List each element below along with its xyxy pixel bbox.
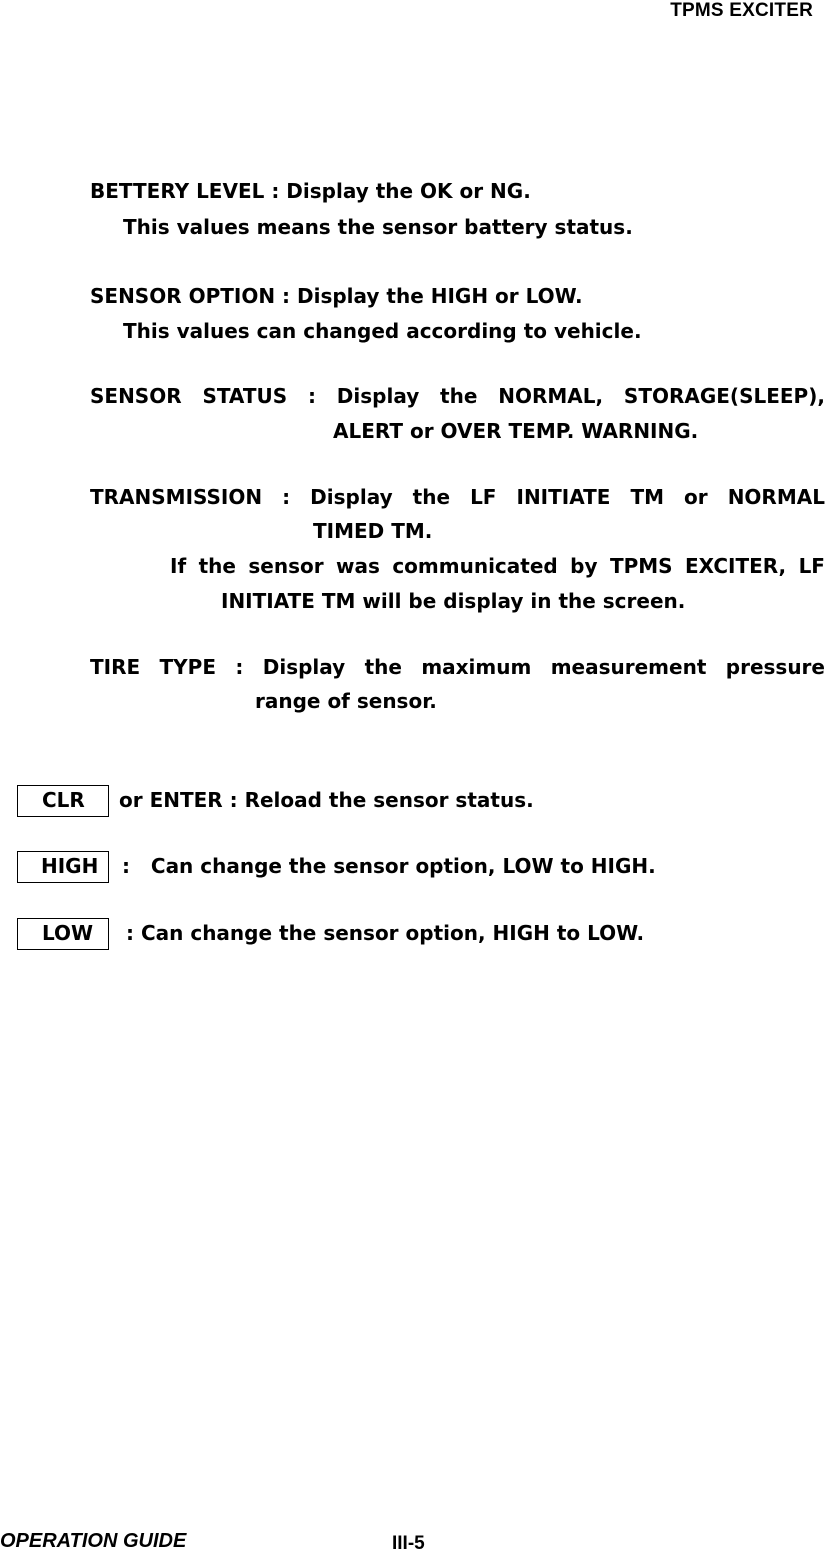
word: LF [470,485,497,509]
word: Display [310,485,393,509]
word: : [282,485,291,509]
high-key-label: HIGH [41,854,99,878]
footer-guide-label: OPERATION GUIDE [0,1530,187,1552]
word: TRANSMISSION [90,485,263,509]
header-title: TPMS EXCITER [670,0,813,21]
word: the [364,655,402,679]
word: LF [798,554,825,578]
word: NORMAL, [498,384,604,408]
word: : [235,655,244,679]
transmission-note-continuation: INITIATE TM will be display in the screen. [221,589,686,613]
word: If [170,554,187,578]
battery-level-line: BETTERY LEVEL : Display the OK or NG. [90,179,531,203]
word: TM [630,485,665,509]
word: STORAGE(SLEEP), [623,384,825,408]
tire-type-line [90,650,825,685]
word: measurement [550,655,707,679]
battery-level-description: This values means the sensor battery status. [123,215,633,239]
word: : [307,384,316,408]
transmission-line [90,480,825,515]
word: EXCITER, [684,554,787,578]
transmission-note-line [170,549,825,584]
tire-type-continuation: range of sensor. [255,689,437,713]
word: maximum [421,655,532,679]
word: the [412,485,451,509]
footer-page-number: III-5 [392,1533,425,1554]
sensor-status-continuation: ALERT or OVER TEMP. WARNING. [333,419,699,443]
word: TIRE [90,655,141,679]
transmission-continuation: TIMED TM. [313,519,433,543]
word: sensor [248,554,324,578]
word: INITIATE [516,485,611,509]
word: STATUS [202,384,288,408]
sensor-option-description: This values can changed according to vehicle. [123,319,642,343]
word: Display [336,384,420,408]
clr-key-description: or ENTER : Reload the sensor status. [119,788,534,812]
clr-key-label: CLR [42,788,85,812]
word: TPMS [609,554,673,578]
sensor-option-line: SENSOR OPTION : Display the HIGH or LOW. [90,284,583,308]
low-key-label: LOW [42,921,94,945]
word: communicated [392,554,558,578]
word: by [570,554,598,578]
low-key-box [17,918,109,950]
high-key-box [17,851,109,883]
word: SENSOR [90,384,182,408]
word: NORMAL [727,485,825,509]
word: the [198,554,236,578]
word: Display [262,655,346,679]
sensor-status-line [90,379,825,414]
clr-key-box [17,785,109,817]
word: pressure [725,655,825,679]
high-key-description: : Can change the sensor option, LOW to HIGH. [122,854,656,878]
word: or [684,485,708,509]
word: was [336,554,380,578]
word: the [440,384,478,408]
low-key-description: : Can change the sensor option, HIGH to LOW. [126,921,645,945]
word: TYPE [159,655,216,679]
